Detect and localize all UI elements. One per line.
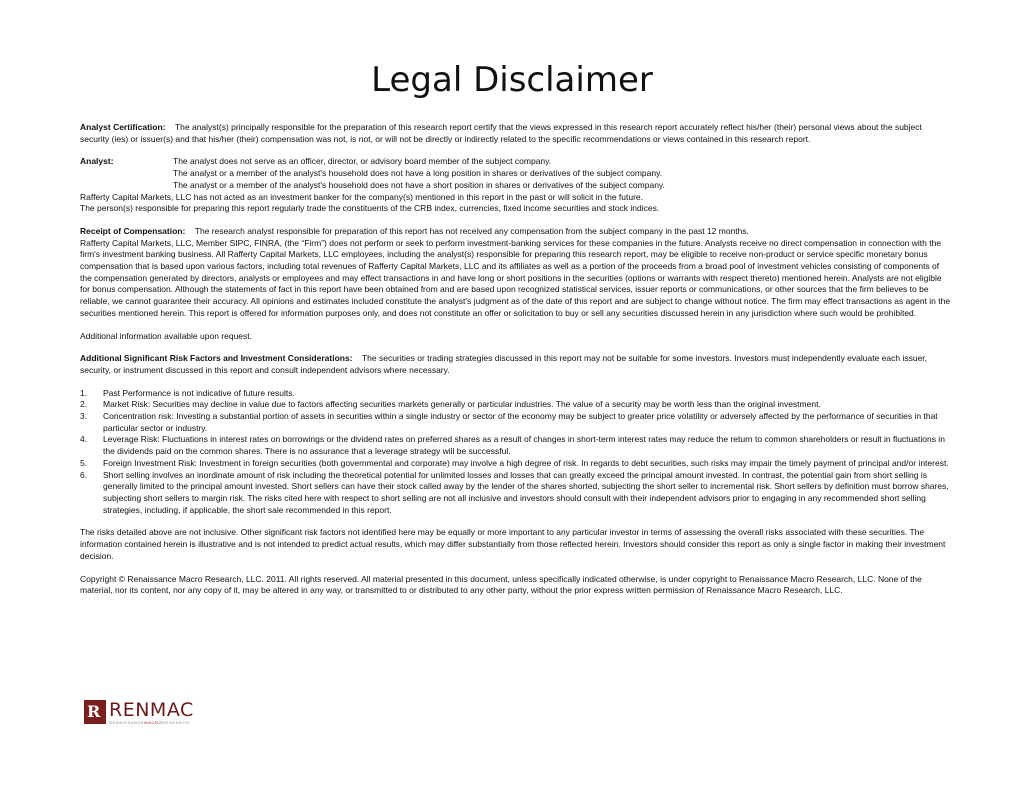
analyst-section xyxy=(80,156,952,191)
list-item xyxy=(80,470,952,517)
risks-detail-paragraph: The risks detailed above are not inclusive. Other significant risk factors not identified here may be equally or more important to any particular investor in terms of assessing the overall risks associated with these securities. The information contained herein is illustrative and is not intended to predict actual results, which may differ substantially from those reflected herein. Investors should consider this report as only a single factor in making their investment decision. xyxy=(80,527,946,561)
additional-info: Additional information available upon request. xyxy=(80,330,253,341)
analyst-line: The analyst or a member of the analyst's household does not have a short position in shares or derivatives of the subject company. xyxy=(173,179,665,190)
risk-text: The securities or trading strategies discussed in this report may not be suitable for some investors. Investors must independently evaluate each issuer, security, or instrument discussed in this report and consult independent advisors where necessary. xyxy=(80,353,928,375)
analyst-label: Analyst: xyxy=(80,156,114,167)
trading-statement: The person(s) responsible for preparing this report regularly trade the constituents of the CRB index, currencies, fixed income securities and stock indices. xyxy=(80,203,660,214)
list-number: 5. xyxy=(80,457,88,468)
receipt-text: The research analyst responsible for preparation of this report has not received any compensation from the subject company in the past 12 months. xyxy=(194,225,749,236)
list-number: 4. xyxy=(80,434,88,445)
investment-banker-statement: Rafferty Capital Markets, LLC has not acted as an investment banker for the company(s) mentioned in this report in the past or will solicit in the future. xyxy=(80,191,644,202)
analyst-certification-paragraph xyxy=(80,122,952,145)
list-number: 2. xyxy=(80,399,88,410)
list-text: Past Performance is not indicative of future results. xyxy=(103,387,295,398)
receipt-label: Receipt of Compensation: xyxy=(80,225,186,236)
risk-label: Additional Significant Risk Factors and Investment Considerations: xyxy=(80,353,353,364)
list-item xyxy=(80,388,952,400)
list-number: 3. xyxy=(80,411,88,422)
list-text: Market Risk: Securities may decline in value due to factors affecting securities markets generally or particular industries. The value of a security may be worth less than the original investment. xyxy=(103,399,821,410)
page-title: Legal Disclaimer xyxy=(371,60,653,100)
renmac-logo xyxy=(84,700,194,726)
logo-mark-icon: R xyxy=(84,700,106,724)
receipt-body: Rafferty Capital Markets, LLC, Member SIPC, FINRA, (the “Firm”) does not perform or seek to perform investment-banking services for these companies in the future. Analysts receive no direct compensation in connection with the firm's investment banking business. All Rafferty Capital Markets, LLC employees, including the analyst(s) responsible for preparing this research report, may be eligible to receive non-product or service specific monetary bonus compensation that is based upon various factors, including total revenues of Rafferty Capital Markets, LLC and its affiliates as well as a portion of the proceeds from a broad pool of investment vehicles consisting of components of the compensation generated by directors, analysts or employees and may effect transactions in and have long or short positions in the securities (options or warrants with respect thereto) mentioned herein. Analysts are not eligible for bonus compensation. Although the statements of fact in this report have been obtained from and are based upon recognized statistical services, issuer reports or communications, or other sources that the firm believes to be reliable, we cannot guarantee their accuracy. All opinions and estimates included constitute the analyst's judgment as of the date of this report and are subject to change without notice. The firm may effect transactions as agent in the securities mentioned herein. This report is offered for information purposes only, and does not constitute an offer or solicitation to buy or sell any securities discussed herein in any jurisdiction where such would be prohibited. xyxy=(80,237,951,318)
analyst-certification-label: Analyst Certification: xyxy=(80,122,166,132)
list-number: 1. xyxy=(80,387,88,398)
list-item xyxy=(80,411,952,434)
analyst-line: The analyst does not serve as an officer, director, or advisory board member of the subject company. xyxy=(173,156,552,167)
disclaimer-body xyxy=(80,122,952,597)
list-text: Leverage Risk: Fluctuations in interest rates on borrowings or the dividend rates on preferred shares as a result of changes in short-term interest rates may reduce the return to common shareholders or result in fluctuations in the dividends paid on the common shares. There is no assurance that a leverage strategy will be successful. xyxy=(103,434,945,457)
logo-text xyxy=(109,700,194,725)
logo-tagline: RENAISSANCEMACRORESEARCH xyxy=(109,720,190,725)
risk-factors-intro xyxy=(80,353,952,376)
receipt-of-compensation-line xyxy=(80,226,952,238)
logo-wordmark: RENMAC xyxy=(109,699,194,721)
list-item xyxy=(80,399,952,411)
list-text: Short selling involves an inordinate amount of risk including the theoretical potential for unlimited losses and losses that can greatly exceed the principal amount invested. In contrast, the potential gain from short selling is generally limited to the principal amount invested. Short sellers can have their stock called away by the lender of the shares shorted, subjecting the short seller to incremental risk. Short sellers by definition must borrow shares, subjecting short sellers to margin risk. The risks cited here with respect to short selling are not all inclusive and investors should consult with their independent advisors prior to engaging in any recommended short selling strategies, including, if applicable, the short sale recommended in this report. xyxy=(103,469,949,515)
analyst-certification-text: The analyst(s) principally responsible for the preparation of this research report certify that the views expressed in this research report accurately reflect his/her (their) personal views about the subject security (ies) or issuer(s) and that his/her (their) compensation was not, is not, or will not be directly or indirectly related to the specific recommendations or views contained in this research report. xyxy=(80,122,922,144)
list-text: Foreign Investment Risk: Investment in foreign securities (both governmental and corporate) may involve a high degree of risk. In regards to debt securities, such risks may impair the timely payment of principal and/or interest. xyxy=(103,457,949,468)
list-text: Concentration risk: Investing a substantial portion of assets in securities within a single industry or sector of the economy may be subject to greater price volatility or adversely affected by the performance of securities in that particular sector or industry. xyxy=(103,411,938,433)
risk-list xyxy=(80,388,952,517)
list-number: 6. xyxy=(80,469,88,480)
copyright-paragraph: Copyright © Renaissance Macro Research, LLC. 2011. All rights reserved. All material presented in this document, unless specifically indicated otherwise, is under copyright to Renaissance Macro Research, LLC. None of the material, nor its content, nor any copy of it, may be altered in any way, or transmitted to or distributed to any other party, without the prior express written permission of Renaissance Macro Research, LLC. xyxy=(80,573,922,596)
list-item xyxy=(80,458,952,470)
list-item xyxy=(80,434,952,457)
analyst-line: The analyst or a member of the analyst's household does not have a long position in shares or derivatives of the subject company. xyxy=(173,168,663,179)
